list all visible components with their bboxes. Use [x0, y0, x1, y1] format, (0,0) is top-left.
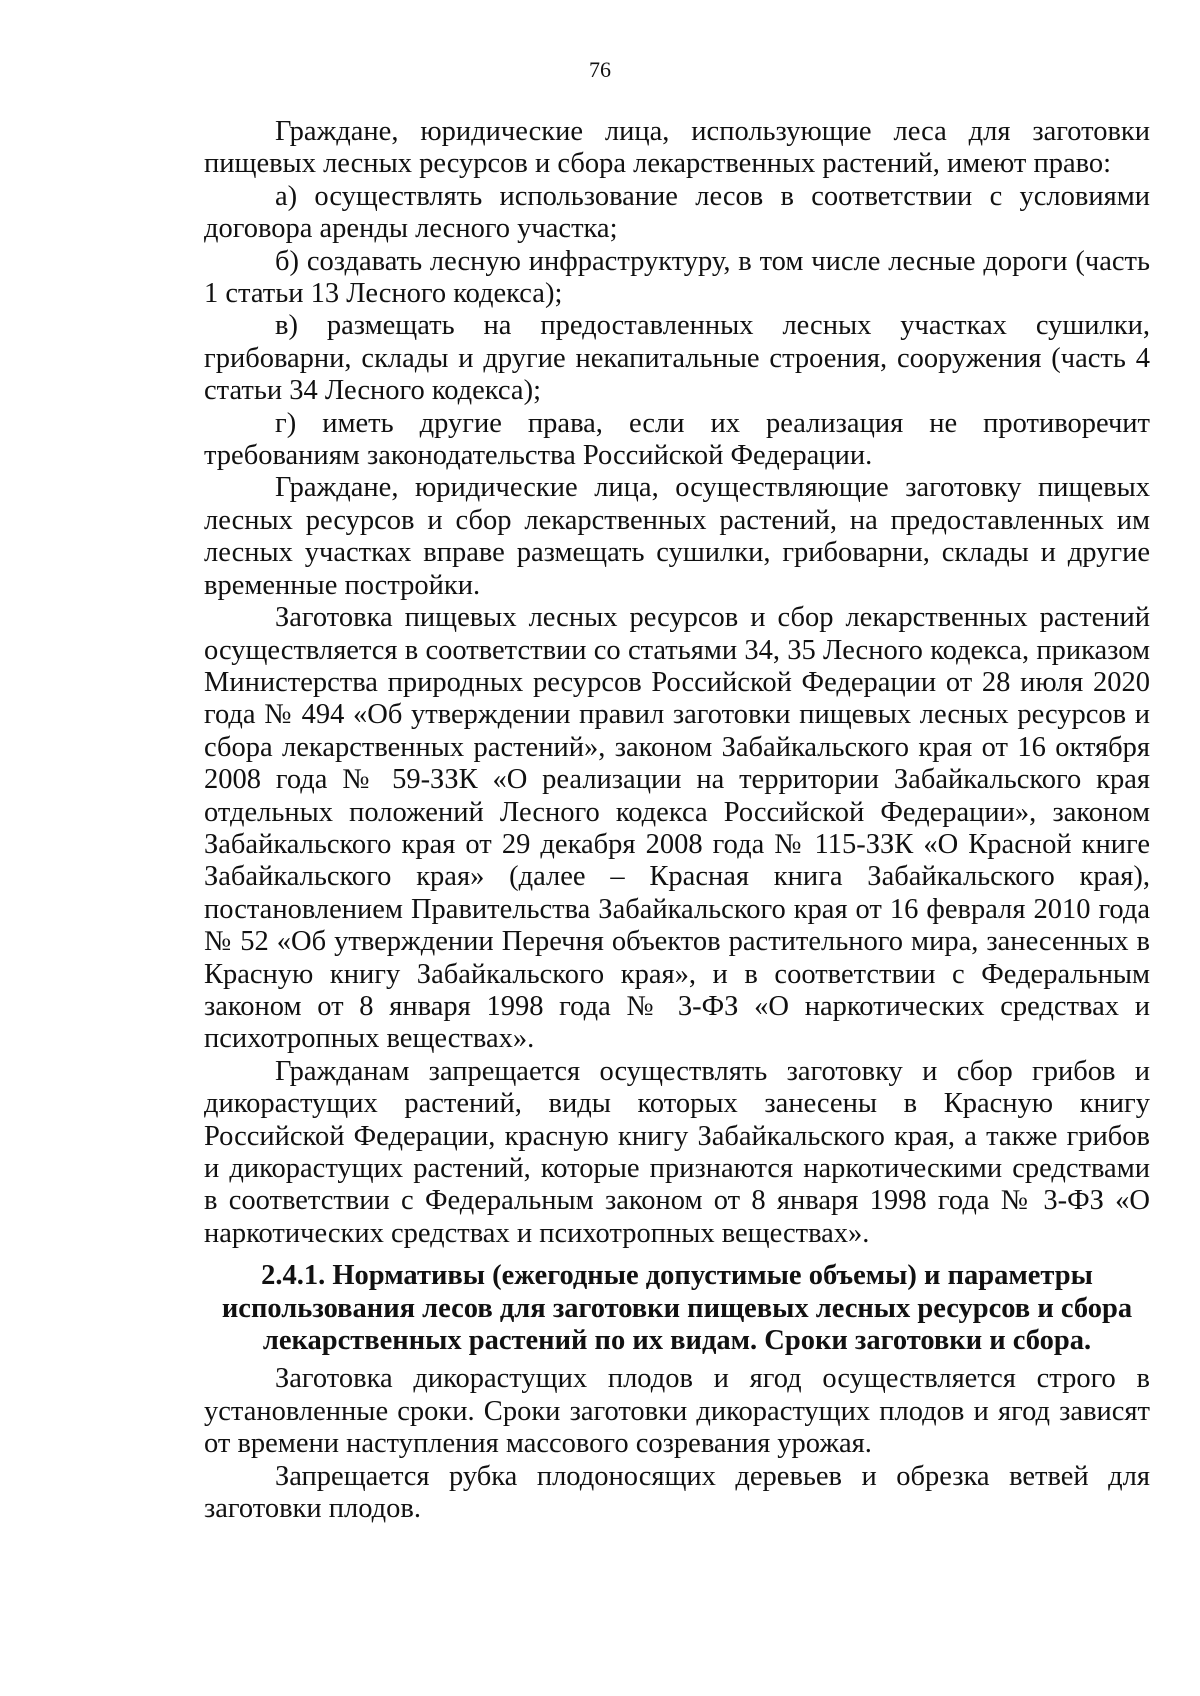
- list-item-a: а) осуществлять использование лесов в соответствии с условиями договора аренды лесного участка;: [204, 180, 1150, 245]
- list-item-b: б) создавать лесную инфраструктуру, в том числе лесные дороги (часть 1 статьи 13 Лесного кодекса);: [204, 245, 1150, 310]
- paragraph-harvest-terms: Заготовка дикорастущих плодов и ягод осуществляется строго в установленные сроки. Сроки заготовки дикорастущих плодов и ягод зависят от времени наступления массового созревания урожая.: [204, 1363, 1150, 1460]
- paragraph-rights-intro: Граждане, юридические лица, использующие леса для заготовки пищевых лесных ресурсов и сбора лекарственных растений, имеют право:: [204, 116, 1150, 180]
- paragraph-prohibitions: Гражданам запрещается осуществлять заготовку и сбор грибов и дикорастущих растений, виды которых занесены в Красную книгу Российской Федерации, красную книгу Забайкальского края, а также грибов и дикорастущих растений, которые признаются наркотическими средствами в соответствии с Федеральным законом от 8 января 1998 года № 3-ФЗ «О наркотических средствах и психотропных веществах».: [204, 1055, 1150, 1249]
- paragraph-cutting-prohibition: Запрещается рубка плодоносящих деревьев и обрезка ветвей для заготовки плодов.: [204, 1460, 1150, 1525]
- document-body: [204, 116, 1150, 1525]
- paragraph-legal-basis: Заготовка пищевых лесных ресурсов и сбор лекарственных растений осуществляется в соответствии со статьями 34, 35 Лесного кодекса, приказом Министерства природных ресурсов Российской Федерации от 28 июля 2020 года № 494 «Об утверждении правил заготовки пищевых лесных ресурсов и сбора лекарственных растений», законом Забайкальского края от 16 октября 2008 года № 59-ЗЗК «О реализации на территории Забайкальского края отдельных положений Лесного кодекса Российской Федерации», законом Забайкальского края от 29 декабря 2008 года № 115-ЗЗК «О Красной книге Забайкальского края» (далее – Красная книга Забайкальского края), постановлением Правительства Забайкальского края от 16 февраля 2010 года № 52 «Об утверждении Перечня объектов растительного мира, занесенных в Красную книгу Забайкальского края», и в соответствии с Федеральным законом от 8 января 1998 года № 3-ФЗ «О наркотических средствах и психотропных веществах».: [204, 602, 1150, 1055]
- list-item-d: г) иметь другие права, если их реализация не противоречит требованиям законодательства Российской Федерации.: [204, 407, 1150, 472]
- section-heading: 2.4.1. Нормативы (ежегодные допустимые объемы) и параметры использования лесов для заготовки пищевых лесных ресурсов и сбора лекарственных растений по их видам. Сроки заготовки и сбора.: [221, 1260, 1133, 1357]
- page-number: 76: [589, 57, 611, 82]
- list-item-c: в) размещать на предоставленных лесных участках сушилки, грибоварни, склады и другие некапитальные строения, сооружения (часть 4 статьи 34 Лесного кодекса);: [204, 310, 1150, 407]
- paragraph-temporary-structures: Граждане, юридические лица, осуществляющие заготовку пищевых лесных ресурсов и сбор лекарственных растений, на предоставленных им лесных участках вправе размещать сушилки, грибоварни, склады и другие временные постройки.: [204, 472, 1150, 601]
